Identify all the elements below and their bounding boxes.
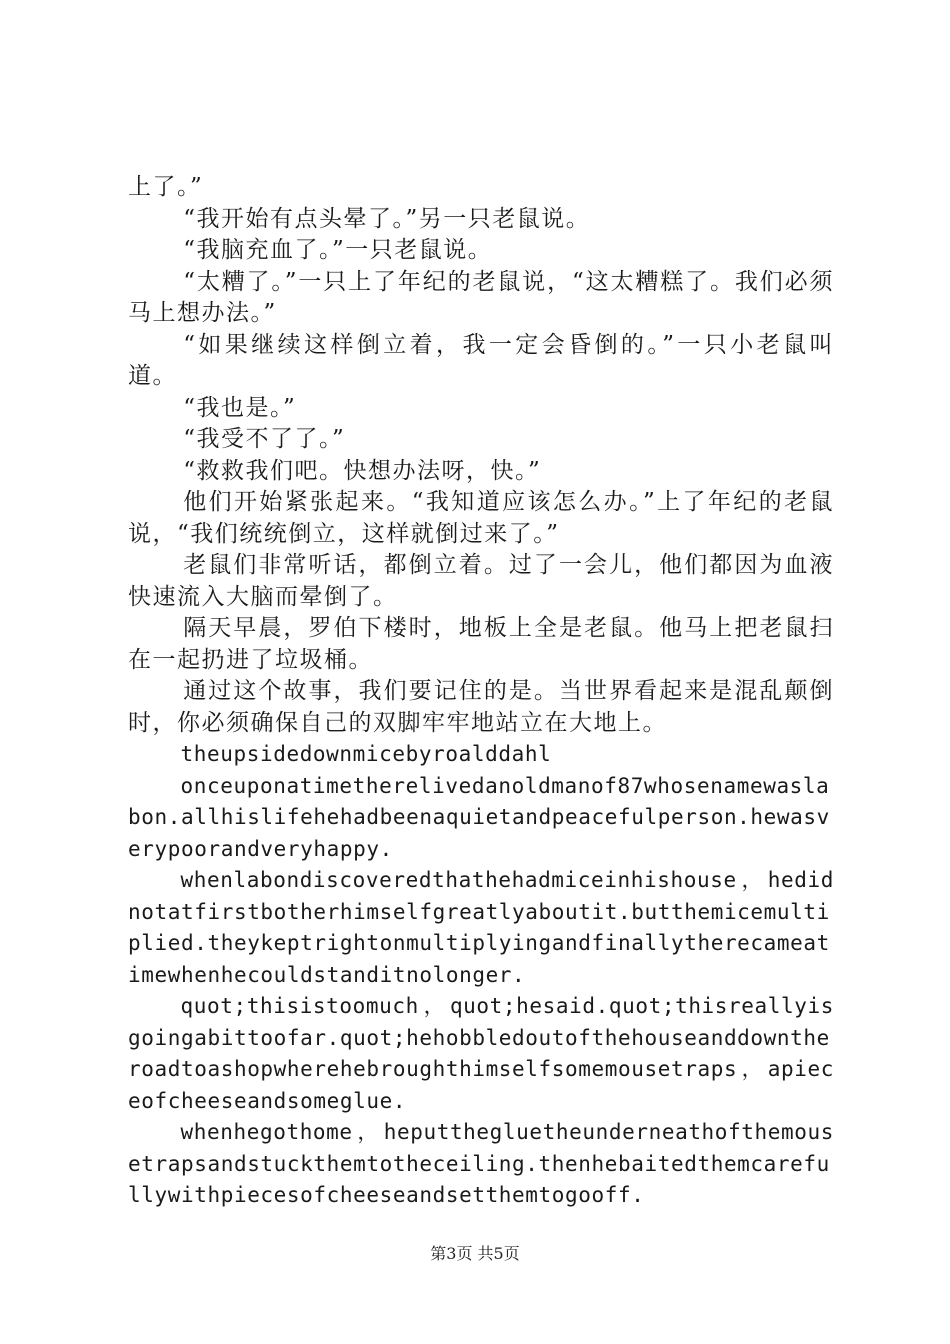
paragraph-2: “我开始有点头晕了。”另一只老鼠说。 bbox=[183, 205, 591, 232]
paragraph-1: 上了。” bbox=[128, 174, 204, 200]
paragraph-8: “救救我们吧。快想办法呀，快。” bbox=[183, 457, 542, 484]
english-title: theupsidedownmicebyroalddahl bbox=[180, 742, 552, 766]
english-paragraph-3: quot;thisistoomuch，quot;hesaid.quot;thisreallyisgoingabittoofar.quot;hehobbledoutofthehouseanddowntheroadtoashopwherehebroughthimselfsomemousetraps，apieceofcheeseandsomeglue. bbox=[128, 994, 834, 1113]
page-footer: 第3页 共5页 bbox=[430, 1244, 520, 1263]
english-paragraph-4: whenhegothome，heputthegluetheunderneathofthemousetrapsandstuckthemtotheceiling.thenhebaitedthemcarefullywithpiecesofcheeseandsetthemtogooff. bbox=[128, 1120, 834, 1207]
paragraph-10: 老鼠们非常听话，都倒立着。过了一会儿，他们都因为血液快速流入大脑而晕倒了。 bbox=[128, 552, 834, 610]
english-paragraph-2: whenlabondiscoveredthathehadmiceinhishouse，hedidnotatfirstbotherhimselfgreatlyaboutit.butthemicemultiplied.theykeptrightonmultiplyingandfinallytherecameatimewhenhecouldstanditnolonger. bbox=[128, 868, 834, 987]
document-body bbox=[128, 172, 834, 1212]
paragraph-6: “我也是。” bbox=[183, 394, 297, 421]
english-paragraph-1: onceuponatimetherelivedanoldmanof87whosenamewaslabon.allhislifehehadbeenaquietandpeacefulperson.hewasverypoorandveryhappy. bbox=[128, 773, 830, 861]
paragraph-5: “如果继续这样倒立着，我一定会昏倒的。”一只小老鼠叫道。 bbox=[128, 331, 834, 389]
paragraph-4: “太糟了。”一只上了年纪的老鼠说，“这太糟糕了。我们必须马上想办法。” bbox=[128, 268, 834, 326]
paragraph-3: “我脑充血了。”一只老鼠说。 bbox=[183, 237, 493, 263]
paragraph-12: 通过这个故事，我们要记住的是。当世界看起来是混乱颠倒时，你必须确保自己的双脚牢牢地站立在大地上。 bbox=[128, 678, 834, 736]
paragraph-7: “我受不了了。” bbox=[183, 426, 346, 452]
paragraph-9: 他们开始紧张起来。“我知道应该怎么办。”上了年纪的老鼠说，“我们统统倒立，这样就倒过来了。” bbox=[128, 489, 834, 547]
paragraph-11: 隔天早晨，罗伯下楼时，地板上全是老鼠。他马上把老鼠扫在一起扔进了垃圾桶。 bbox=[128, 615, 834, 673]
